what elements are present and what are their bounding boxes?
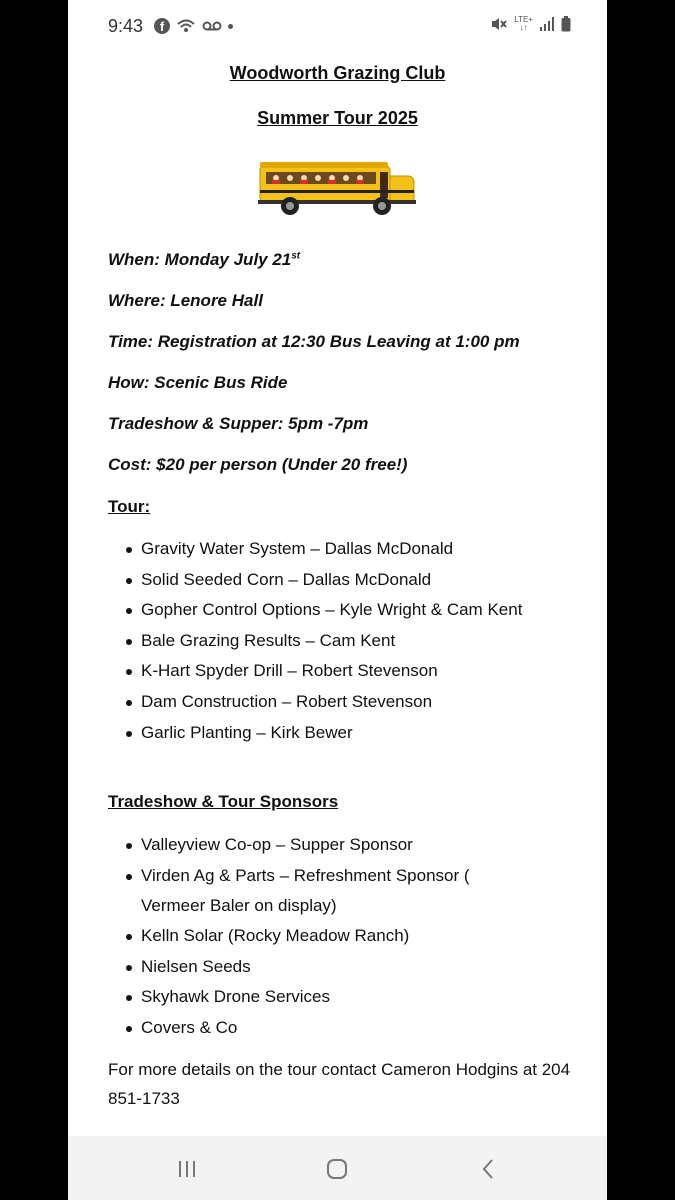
- home-icon: [325, 1157, 349, 1181]
- contact-info: For more details on the tour contact Cameron Hodgins at 204 851-1733: [108, 1060, 571, 1108]
- when-suffix: st: [291, 250, 301, 262]
- navigation-bar: [68, 1136, 607, 1200]
- battery-icon: [561, 16, 571, 32]
- system-icons: [490, 16, 571, 32]
- list-item: Kelln Solar (Rocky Meadow Ranch): [126, 921, 470, 952]
- sponsor-item-continuation: Vermeer Baler on display): [141, 896, 337, 916]
- list-item: [126, 861, 470, 922]
- list-item: Bale Grazing Results – Cam Kent: [126, 626, 522, 657]
- how-line: How: Scenic Bus Ride: [108, 373, 288, 392]
- voicemail-icon: [202, 20, 222, 32]
- sponsors-list: [126, 830, 470, 1044]
- back-button[interactable]: [473, 1154, 503, 1184]
- cost-line: Cost: $20 per person (Under 20 free!): [108, 455, 408, 474]
- when-text: When: Monday July 21: [108, 250, 292, 269]
- where-line: Where: Lenore Hall: [108, 291, 263, 310]
- list-item: K-Hart Spyder Drill – Robert Stevenson: [126, 656, 522, 687]
- flyer-title: Woodworth Grazing Club: [229, 63, 446, 83]
- wifi-calling-icon: [176, 18, 196, 34]
- flyer-subtitle: Summer Tour 2025: [257, 108, 418, 128]
- tradeshow-line: Tradeshow & Supper: 5pm -7pm: [108, 414, 369, 433]
- list-item: Solid Seeded Corn – Dallas McDonald: [126, 565, 522, 596]
- list-item: Nielsen Seeds: [126, 952, 470, 983]
- status-bar: [68, 0, 607, 50]
- time-line: Time: Registration at 12:30 Bus Leaving at 1:00 pm: [108, 332, 520, 351]
- tour-list: [126, 534, 522, 748]
- list-item: Dam Construction – Robert Stevenson: [126, 687, 522, 718]
- sponsor-item-text: Virden Ag & Parts – Refreshment Sponsor (: [141, 865, 470, 885]
- lte-label: LTE+: [514, 15, 533, 24]
- back-icon: [480, 1158, 496, 1180]
- tour-heading: Tour:: [108, 497, 151, 516]
- list-item: Gopher Control Options – Kyle Wright & Cam Kent: [126, 595, 522, 626]
- list-item: Garlic Planting – Kirk Bewer: [126, 718, 522, 749]
- lte-indicator: LTE+ ↓↑: [514, 15, 533, 32]
- list-item: Valleyview Co-op – Supper Sponsor: [126, 830, 470, 861]
- phone-screen: [68, 0, 607, 1200]
- school-bus-icon: [258, 160, 416, 216]
- list-item: Gravity Water System – Dallas McDonald: [126, 534, 522, 565]
- status-time: 9:43: [108, 16, 144, 36]
- sponsors-heading: Tradeshow & Tour Sponsors: [108, 792, 339, 811]
- list-item: Covers & Co: [126, 1013, 470, 1044]
- notification-icons: [154, 18, 233, 34]
- more-notifications-dot: [228, 24, 233, 29]
- list-item: Skyhawk Drone Services: [126, 982, 470, 1013]
- when-line: [108, 250, 300, 270]
- recent-apps-icon: [176, 1159, 198, 1179]
- signal-icon: [539, 17, 555, 31]
- home-button[interactable]: [322, 1154, 352, 1184]
- facebook-icon: f: [154, 18, 170, 34]
- recent-apps-button[interactable]: [172, 1154, 202, 1184]
- mute-icon: [490, 16, 508, 32]
